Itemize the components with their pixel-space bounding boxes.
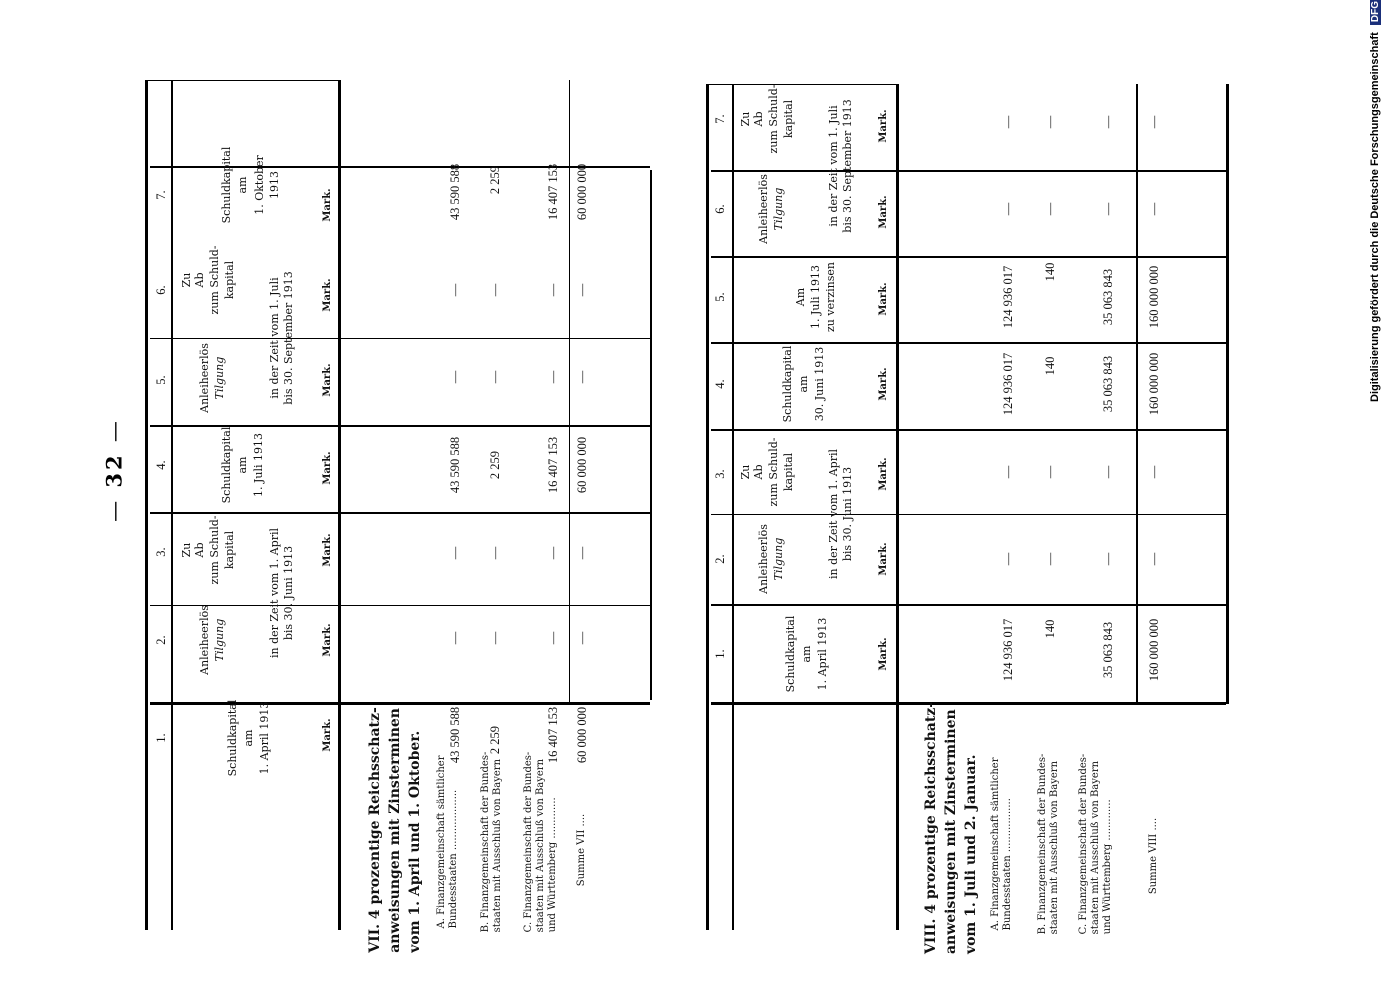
viii-a-col4: 124 936 017 xyxy=(1001,352,1015,416)
sum-vii-col4: 60 000 000 xyxy=(575,436,589,494)
unit-mark: Mark. xyxy=(878,542,889,576)
hdr-schuldkapital: Schuldkapital xyxy=(784,615,797,693)
viii-c-col6: — xyxy=(1101,202,1115,216)
hdr-schuldkapital: Schuldkapital xyxy=(220,146,233,224)
hdr-anleiheerloes: Anleiheerlös xyxy=(757,524,770,594)
col-num-5: 5. xyxy=(154,375,168,385)
hdr-zeit-jul-1: in der Zeit vom 1. Juli xyxy=(827,105,840,227)
row-c-label: C. Finanzgemeinschaft der Bundes- staaten mit Ausschluß von Bayern und Württemberg ............. xyxy=(1078,753,1113,935)
hdr-zu-verzinsen: zu verzinsen xyxy=(824,262,837,332)
unit-mark: Mark. xyxy=(322,451,333,485)
col-num-2: 2. xyxy=(154,635,168,645)
col-num-4: 4. xyxy=(154,460,168,470)
hdr-ab: Ab xyxy=(752,464,765,480)
hdr-zeit-apr-1: in der Zeit vom 1. April xyxy=(827,448,840,580)
hdr-zu: Zu xyxy=(180,272,193,288)
sum-viii-col2: — xyxy=(1147,552,1161,566)
viii-c-col1: 35 063 843 xyxy=(1101,621,1115,679)
unit-mark: Mark. xyxy=(322,363,333,397)
sum-vii-col3: — xyxy=(575,546,589,560)
viii-c-col3: — xyxy=(1101,465,1115,479)
vii-a-col2: — xyxy=(448,631,462,645)
viii-a-col5: 124 936 017 xyxy=(1001,265,1015,329)
vii-b-col1: 2 259 xyxy=(488,725,502,755)
viii-c-col4: 35 063 843 xyxy=(1101,355,1115,413)
hdr-am: am xyxy=(800,645,813,663)
hdr-am: am xyxy=(236,176,249,194)
hdr-juni30: 30. Juni 1913 xyxy=(813,346,826,422)
sum-vii-col5: — xyxy=(575,370,589,384)
hdr-kapital: kapital xyxy=(782,99,795,139)
unit-mark: Mark. xyxy=(322,278,333,312)
vii-a-col5: — xyxy=(448,370,462,384)
hdr-zeit-jul-2: bis 30. September 1913 xyxy=(841,99,854,233)
hdr-juli: 1. Juli 1913 xyxy=(252,432,265,498)
vii-a-col3: — xyxy=(448,546,462,560)
page-number: — 32 — xyxy=(101,418,127,522)
hdr-tilgung: Tilgung xyxy=(213,618,226,662)
col-num-4: 4. xyxy=(713,379,727,389)
sum-vii-col6: — xyxy=(575,283,589,297)
page-number-value: 32 xyxy=(101,452,127,488)
hdr-zeit-apr-2: bis 30. Juni 1913 xyxy=(282,545,295,641)
hdr-ab: Ab xyxy=(752,111,765,127)
viii-c-col5: 35 063 843 xyxy=(1101,268,1115,326)
unit-mark: Mark. xyxy=(878,195,889,229)
viii-b-col6: — xyxy=(1043,202,1057,216)
hdr-year: 1913 xyxy=(268,171,281,199)
col-num-1: 1. xyxy=(713,649,727,659)
hdr-kapital: kapital xyxy=(223,530,236,570)
unit-mark: Mark. xyxy=(878,457,889,491)
sum-viii-col1: 160 000 000 xyxy=(1147,618,1161,682)
hdr-zum-schuld: zum Schuld- xyxy=(208,245,221,315)
row-b-label: B. Finanzgemeinschaft der Bundes- staaten mit Ausschluß von Bayern xyxy=(1037,753,1060,935)
vii-c-col6: — xyxy=(546,283,560,297)
unit-mark: Mark. xyxy=(322,188,333,222)
unit-mark: Mark. xyxy=(322,623,333,657)
hdr-april: 1. April 1913 xyxy=(816,617,829,691)
sum-viii-col4: 160 000 000 xyxy=(1147,352,1161,416)
unit-mark: Mark. xyxy=(878,637,889,671)
credit-text: Digitalisierung gefördert durch die Deutsche Forschungsgemeinschaft xyxy=(1369,32,1381,402)
vii-b-col3: — xyxy=(488,546,502,560)
sum-vii-col1: 60 000 000 xyxy=(575,706,589,764)
hdr-am-verz: Am xyxy=(794,287,807,307)
viii-a-col2: — xyxy=(1001,552,1015,566)
col-num-6: 6. xyxy=(713,204,727,214)
hdr-anleiheerloes: Anleiheerlös xyxy=(198,343,211,413)
hdr-schuldkapital: Schuldkapital xyxy=(220,426,233,504)
unit-mark: Mark. xyxy=(878,367,889,401)
vii-b-col7: 2 259 xyxy=(488,165,502,195)
hdr-am: am xyxy=(236,456,249,474)
vii-c-col2: — xyxy=(546,631,560,645)
hdr-zeit-jul-2: bis 30. September 1913 xyxy=(282,271,295,405)
hdr-zeit-jul-1: in der Zeit vom 1. Juli xyxy=(268,277,281,399)
viii-b-col2: — xyxy=(1043,552,1057,566)
col-num-3: 3. xyxy=(154,547,168,557)
vii-c-col4: 16 407 153 xyxy=(546,436,560,494)
hdr-zu: Zu xyxy=(739,464,752,480)
sum-viii-col3: — xyxy=(1147,465,1161,479)
hdr-zeit-apr-2: bis 30. Juni 1913 xyxy=(841,466,854,562)
vii-c-col3: — xyxy=(546,546,560,560)
col-num-6: 6. xyxy=(154,285,168,295)
hdr-anleiheerloes: Anleiheerlös xyxy=(757,174,770,244)
hdr-am: am xyxy=(797,375,810,393)
viii-b-col1: 140 xyxy=(1043,619,1057,639)
hdr-schuldkapital: Schuldkapital xyxy=(226,699,239,777)
vii-b-col4: 2 259 xyxy=(488,450,502,480)
col-num-1: 1. xyxy=(154,733,168,743)
hdr-zum-schuld: zum Schuld- xyxy=(767,84,780,154)
unit-mark: Mark. xyxy=(878,282,889,316)
vii-b-col6: — xyxy=(488,283,502,297)
sum-viii-col7: — xyxy=(1147,115,1161,129)
viii-a-col3: — xyxy=(1001,465,1015,479)
vii-a-col4: 43 590 588 xyxy=(448,436,462,494)
vii-a-col1: 43 590 588 xyxy=(448,706,462,764)
viii-b-col4: 140 xyxy=(1043,356,1057,376)
vii-b-col5: — xyxy=(488,370,502,384)
hdr-ab: Ab xyxy=(193,272,206,288)
vii-b-col2: — xyxy=(488,631,502,645)
unit-mark: Mark. xyxy=(322,533,333,567)
hdr-zu: Zu xyxy=(739,111,752,127)
col-num-7: 7. xyxy=(713,114,727,124)
row-a-label: A. Finanzgemeinschaft sämtlicher Bundesstaaten ................. xyxy=(990,757,1013,931)
vii-c-col1: 16 407 153 xyxy=(546,706,560,764)
hdr-oktober: 1. Oktober xyxy=(253,155,266,215)
row-c-label: C. Finanzgemeinschaft der Bundes- staaten mit Ausschluß von Bayern und Württemberg ............. xyxy=(523,751,558,933)
hdr-tilgung: Tilgung xyxy=(772,537,785,581)
viii-b-col5: 140 xyxy=(1043,262,1057,282)
hdr-am: am xyxy=(242,729,255,747)
unit-mark: Mark. xyxy=(322,718,333,752)
row-a-label: A. Finanzgemeinschaft sämtlicher Bundesstaaten ................... xyxy=(436,755,459,929)
col-num-5: 5. xyxy=(713,292,727,302)
hdr-tilgung: Tilgung xyxy=(772,187,785,231)
dfg-logo: DFG xyxy=(1370,0,1381,25)
hdr-zum-schuld: zum Schuld- xyxy=(208,515,221,585)
section-vii-title: VII. 4 prozentige Reichsschatz- anweisungen mit Zinsterminen vom 1. April und 1. Oktober. xyxy=(367,707,423,953)
hdr-april: 1. April 1913 xyxy=(258,701,271,775)
hdr-ab: Ab xyxy=(193,542,206,558)
row-b-label: B. Finanzgemeinschaft der Bundes- staaten mit Ausschluß von Bayern xyxy=(480,751,503,933)
viii-b-col3: — xyxy=(1043,465,1057,479)
vii-c-col5: — xyxy=(546,370,560,384)
hdr-zu: Zu xyxy=(180,542,193,558)
hdr-anleiheerloes: Anleiheerlös xyxy=(198,605,211,675)
viii-a-col1: 124 936 017 xyxy=(1001,618,1015,682)
viii-b-col7: — xyxy=(1043,115,1057,129)
col-num-7: 7. xyxy=(154,190,168,200)
hdr-kapital: kapital xyxy=(782,452,795,492)
section-viii-title: VIII. 4 prozentige Reichsschatz- anweisungen mit Zinsterminen vom 1. Juli und 2. Januar. xyxy=(923,701,979,955)
col-num-3: 3. xyxy=(713,469,727,479)
table-section-vii xyxy=(145,80,652,953)
sum-vii-col2: — xyxy=(575,631,589,645)
viii-a-col7: — xyxy=(1001,115,1015,129)
viii-c-col7: — xyxy=(1101,115,1115,129)
dfg-credit xyxy=(1369,0,1381,402)
vii-c-col7: 16 407 153 xyxy=(546,163,560,221)
col-num-2: 2. xyxy=(713,554,727,564)
vii-a-col6: — xyxy=(448,283,462,297)
sum-viii-col6: — xyxy=(1147,202,1161,216)
table-section-viii xyxy=(706,84,1226,955)
hdr-kapital: kapital xyxy=(223,260,236,300)
sum-vii-col7: 60 000 000 xyxy=(575,163,589,221)
hdr-am-verz-date: 1. Juli 1913 xyxy=(809,264,822,330)
sum-viii-label: Summe VIII .... xyxy=(1148,817,1159,895)
vii-a-col7: 43 590 588 xyxy=(448,163,462,221)
viii-c-col2: — xyxy=(1101,552,1115,566)
sum-vii-label: Summe VII .... xyxy=(576,813,587,887)
hdr-zum-schuld: zum Schuld- xyxy=(767,437,780,507)
viii-a-col6: — xyxy=(1001,202,1015,216)
hdr-zeit-apr-1: in der Zeit vom 1. April xyxy=(268,527,281,659)
hdr-tilgung: Tilgung xyxy=(213,356,226,400)
hdr-schuldkapital: Schuldkapital xyxy=(781,345,794,423)
unit-mark: Mark. xyxy=(878,109,889,143)
sum-viii-col5: 160 000 000 xyxy=(1147,265,1161,329)
